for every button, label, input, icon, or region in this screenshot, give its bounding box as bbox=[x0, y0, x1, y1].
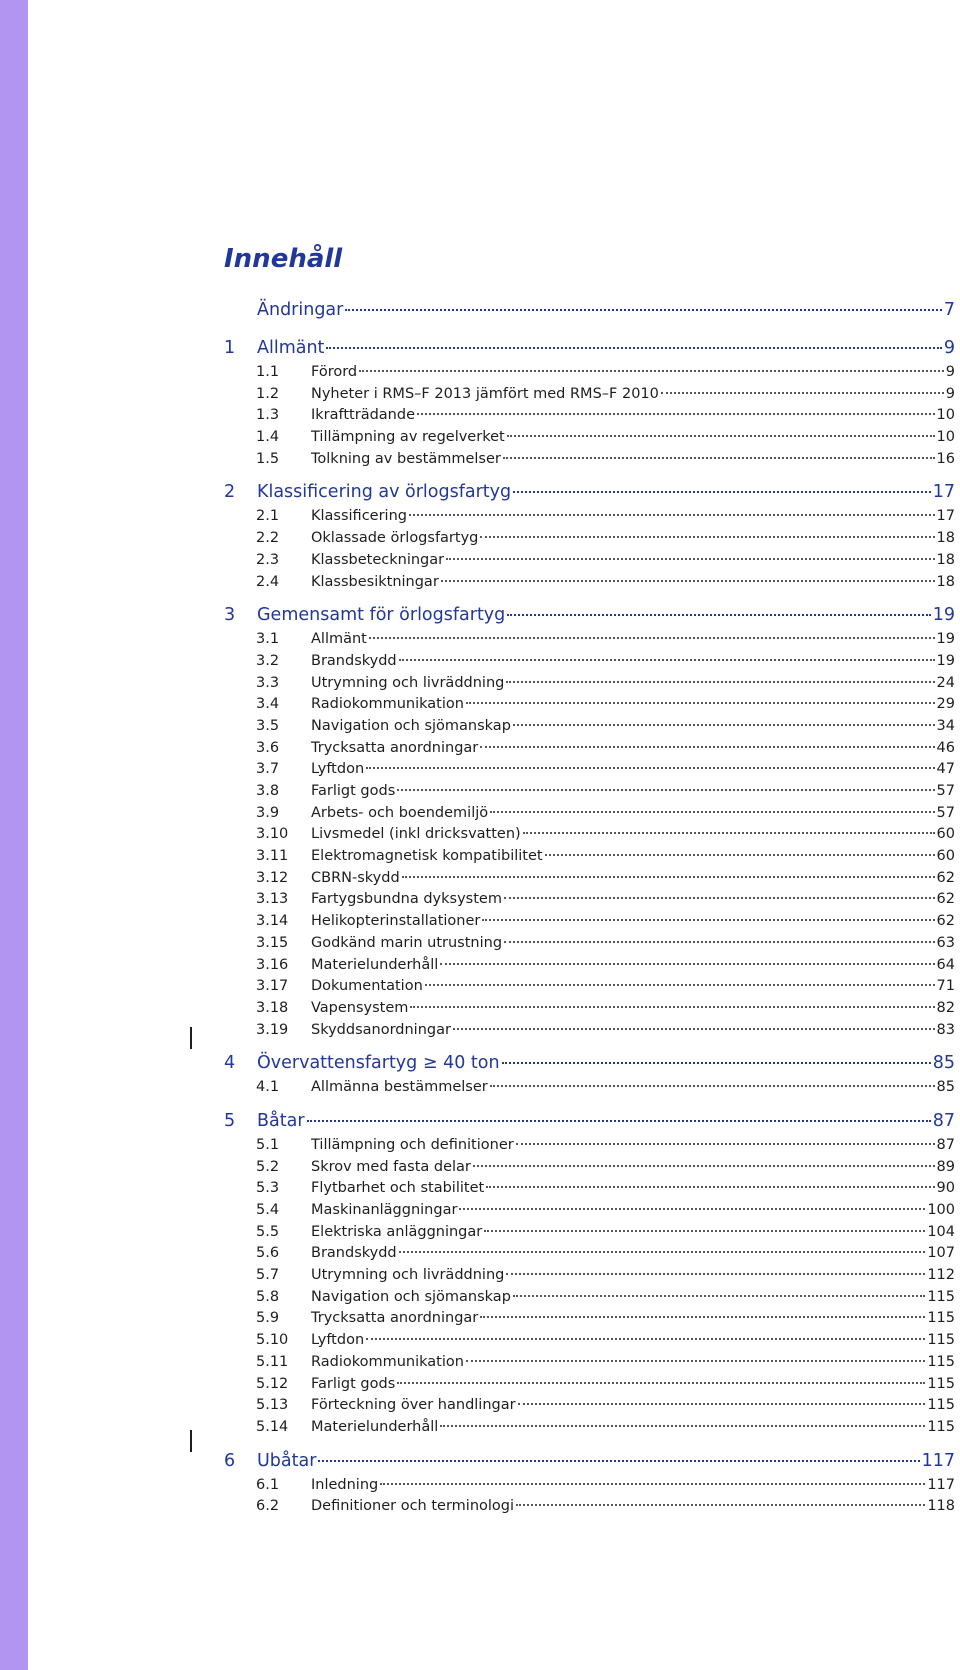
toc-section-3-12[interactable] bbox=[224, 870, 955, 892]
toc-entry-label: Klassificering av örlogsfartyg bbox=[257, 482, 512, 503]
toc-entry-label: Materielunderhåll bbox=[311, 956, 439, 973]
toc-section-5-2[interactable] bbox=[224, 1159, 955, 1181]
toc-entry-page: 115 bbox=[927, 1288, 955, 1305]
toc-section-3-7[interactable] bbox=[224, 761, 955, 783]
toc-entry-number: 5.2 bbox=[256, 1158, 280, 1175]
toc-section-3-3[interactable] bbox=[224, 675, 955, 697]
dot-leader bbox=[326, 347, 941, 349]
toc-entry-label: Allmänt bbox=[311, 631, 367, 648]
toc-entry-number: 3 bbox=[224, 605, 236, 626]
toc-entry-label: Ikraftträdande bbox=[311, 407, 415, 424]
toc-entry-label: Klassbeteckningar bbox=[311, 551, 445, 568]
toc-entry-number: 3.15 bbox=[256, 934, 289, 951]
toc-entry-number: 5.1 bbox=[256, 1136, 280, 1153]
toc-section-3-15[interactable] bbox=[224, 935, 955, 957]
toc-entry-number: 3.9 bbox=[256, 804, 280, 821]
dot-leader bbox=[473, 1165, 935, 1167]
dot-leader bbox=[397, 1382, 925, 1384]
toc-entry-page: 115 bbox=[927, 1375, 955, 1392]
toc-section-5-14[interactable] bbox=[224, 1419, 955, 1441]
dot-leader bbox=[506, 1273, 925, 1275]
toc-section-3-6[interactable] bbox=[224, 740, 955, 762]
dot-leader bbox=[516, 1143, 935, 1145]
toc-entry-label: Klassificering bbox=[311, 508, 407, 525]
dot-leader bbox=[402, 876, 935, 878]
toc-section-5-3[interactable] bbox=[224, 1180, 955, 1202]
toc-entry-label: Materielunderhåll bbox=[311, 1418, 439, 1435]
toc-entry-number: 4.1 bbox=[256, 1079, 280, 1096]
toc-entry-number: 5.6 bbox=[256, 1245, 280, 1262]
toc-section-3-18[interactable] bbox=[224, 1000, 955, 1022]
toc-entry-number: 3.12 bbox=[256, 869, 289, 886]
toc-section-2-2[interactable] bbox=[224, 530, 955, 552]
toc-section-5-13[interactable] bbox=[224, 1397, 955, 1419]
toc-section-5-6[interactable] bbox=[224, 1245, 955, 1267]
table-of-contents bbox=[224, 300, 955, 1520]
toc-section-5-11[interactable] bbox=[224, 1354, 955, 1376]
toc-entry-page: 16 bbox=[936, 450, 955, 467]
toc-entry-number: 5.13 bbox=[256, 1397, 289, 1414]
toc-entry-label: Vapensystem bbox=[311, 999, 409, 1016]
toc-section-5-4[interactable] bbox=[224, 1202, 955, 1224]
toc-entry-number: 2 bbox=[224, 482, 236, 503]
toc-entry-label: Lyftdon bbox=[311, 1332, 365, 1349]
toc-entry-page: 71 bbox=[936, 978, 955, 995]
toc-entry-label: Fartygsbundna dyksystem bbox=[311, 891, 502, 908]
toc-section-3-9[interactable] bbox=[224, 805, 955, 827]
dot-leader bbox=[466, 1360, 925, 1362]
toc-section-5-7[interactable] bbox=[224, 1267, 955, 1289]
toc-entry-page: 85 bbox=[932, 1053, 955, 1074]
toc-section-1-3[interactable] bbox=[224, 407, 955, 429]
dot-leader bbox=[545, 854, 935, 856]
toc-entry-number: 3.13 bbox=[256, 891, 289, 908]
toc-section-3-14[interactable] bbox=[224, 913, 955, 935]
dot-leader bbox=[507, 614, 930, 616]
toc-entry-number: 2.2 bbox=[256, 530, 280, 547]
dot-leader bbox=[366, 767, 934, 769]
dot-leader bbox=[507, 435, 935, 437]
dot-leader bbox=[440, 1425, 925, 1427]
toc-entry-page: 62 bbox=[936, 869, 955, 886]
dot-leader bbox=[399, 659, 935, 661]
toc-entry-label: Nyheter i RMS–F 2013 jämfört med RMS–F 2010 bbox=[311, 385, 659, 402]
toc-entry-page: 60 bbox=[936, 848, 955, 865]
toc-entry-page: 19 bbox=[936, 652, 955, 669]
toc-entry-andringar[interactable] bbox=[224, 300, 955, 326]
toc-entry-label: Tillämpning av regelverket bbox=[311, 429, 505, 446]
toc-entry-number: 2.1 bbox=[256, 508, 280, 525]
toc-entry-label: Helikopterinstallationer bbox=[311, 913, 481, 930]
toc-entry-number: 5.9 bbox=[256, 1310, 280, 1327]
toc-entry-label: Radiokommunikation bbox=[311, 696, 464, 713]
dot-leader bbox=[466, 702, 935, 704]
toc-section-2-1[interactable] bbox=[224, 508, 955, 530]
dot-leader bbox=[417, 413, 935, 415]
toc-entry-page: 57 bbox=[936, 804, 955, 821]
toc-entry-label: Trycksatta anordningar bbox=[311, 1310, 479, 1327]
toc-entry-label: Dokumentation bbox=[311, 978, 423, 995]
toc-entry-label: Tolkning av bestämmelser bbox=[311, 450, 501, 467]
toc-entry-number: 1.2 bbox=[256, 385, 280, 402]
toc-entry-label: Definitioner och terminologi bbox=[311, 1498, 515, 1515]
toc-section-6-2[interactable] bbox=[224, 1498, 955, 1520]
dot-leader bbox=[486, 1186, 934, 1188]
toc-section-2-4[interactable] bbox=[224, 574, 955, 596]
toc-entry-page: 17 bbox=[936, 508, 955, 525]
toc-entry-label: Navigation och sjömanskap bbox=[311, 1288, 511, 1305]
toc-entry-label: Skrov med fasta delar bbox=[311, 1158, 471, 1175]
toc-entry-page: 17 bbox=[932, 482, 955, 503]
toc-entry-label: Allmänna bestämmelser bbox=[311, 1079, 488, 1096]
toc-entry-number: 1 bbox=[224, 338, 236, 358]
toc-entry-number: 5.7 bbox=[256, 1267, 280, 1284]
toc-entry-page: 63 bbox=[936, 934, 955, 951]
toc-entry-page: 60 bbox=[936, 826, 955, 843]
toc-entry-page: 24 bbox=[936, 674, 955, 691]
dot-leader bbox=[369, 637, 935, 639]
toc-entry-page: 82 bbox=[936, 999, 955, 1016]
toc-entry-number: 5.14 bbox=[256, 1418, 289, 1435]
toc-entry-number: 2.4 bbox=[256, 573, 280, 590]
toc-entry-label: Livsmedel (inkl dricksvatten) bbox=[311, 826, 521, 843]
toc-entry-label: Maskinanläggningar bbox=[311, 1202, 458, 1218]
toc-entry-number: 5.4 bbox=[256, 1202, 280, 1218]
toc-entry-number: 5 bbox=[224, 1110, 236, 1131]
toc-entry-number: 1.1 bbox=[256, 364, 280, 380]
dot-leader bbox=[661, 392, 944, 394]
toc-entry-page: 87 bbox=[936, 1136, 955, 1153]
toc-entry-number: 6.1 bbox=[256, 1476, 280, 1493]
toc-entry-page: 107 bbox=[927, 1245, 955, 1262]
toc-section-3-5[interactable] bbox=[224, 718, 955, 740]
toc-entry-label: CBRN-skydd bbox=[311, 869, 400, 886]
toc-chapter-4[interactable] bbox=[224, 1053, 955, 1079]
toc-entry-number: 4 bbox=[224, 1053, 236, 1074]
toc-entry-label: Godkänd marin utrustning bbox=[311, 934, 503, 951]
toc-section-1-4[interactable] bbox=[224, 429, 955, 451]
toc-entry-number: 1.5 bbox=[256, 450, 280, 467]
toc-chapter-2[interactable] bbox=[224, 482, 955, 508]
toc-entry-number: 6 bbox=[224, 1450, 236, 1471]
dot-leader bbox=[380, 1483, 925, 1485]
dot-leader bbox=[453, 1028, 935, 1030]
dot-leader bbox=[504, 941, 935, 943]
toc-entry-page: 7 bbox=[943, 300, 955, 320]
toc-section-3-16[interactable] bbox=[224, 957, 955, 979]
dot-leader bbox=[318, 1460, 919, 1462]
dot-leader bbox=[440, 963, 934, 965]
toc-entry-label: Navigation och sjömanskap bbox=[311, 717, 511, 734]
toc-entry-page: 117 bbox=[921, 1450, 955, 1471]
toc-entry-page: 104 bbox=[927, 1223, 955, 1240]
dot-leader bbox=[518, 1403, 926, 1405]
toc-section-4-1[interactable] bbox=[224, 1079, 955, 1101]
toc-section-3-13[interactable] bbox=[224, 891, 955, 913]
toc-entry-page: 9 bbox=[945, 385, 955, 402]
toc-entry-page: 19 bbox=[936, 631, 955, 648]
toc-section-3-4[interactable] bbox=[224, 696, 955, 718]
toc-chapter-1[interactable] bbox=[224, 338, 955, 364]
toc-section-5-8[interactable] bbox=[224, 1289, 955, 1311]
toc-entry-number: 2.3 bbox=[256, 551, 280, 568]
toc-chapter-5[interactable] bbox=[224, 1111, 955, 1137]
toc-entry-number: 3.10 bbox=[256, 826, 289, 843]
toc-entry-label: Gemensamt för örlogsfartyg bbox=[257, 605, 506, 626]
toc-entry-number: 3.11 bbox=[256, 848, 289, 865]
toc-entry-page: 18 bbox=[936, 573, 955, 590]
dot-leader bbox=[446, 558, 934, 560]
toc-entry-label: Elektromagnetisk kompatibilitet bbox=[311, 848, 543, 865]
dot-leader bbox=[516, 1504, 925, 1506]
revision-bar bbox=[190, 1430, 192, 1452]
toc-entry-page: 115 bbox=[927, 1353, 955, 1370]
toc-section-5-10[interactable] bbox=[224, 1332, 955, 1354]
toc-entry-label: Förord bbox=[311, 364, 358, 380]
toc-entry-page: 115 bbox=[927, 1418, 955, 1435]
toc-entry-page: 9 bbox=[943, 338, 955, 358]
dot-leader bbox=[513, 724, 935, 726]
toc-entry-page: 10 bbox=[936, 407, 955, 424]
toc-section-3-19[interactable] bbox=[224, 1022, 955, 1044]
toc-section-1-5[interactable] bbox=[224, 451, 955, 473]
toc-entry-page: 18 bbox=[936, 530, 955, 547]
toc-section-5-1[interactable] bbox=[224, 1137, 955, 1159]
toc-entry-label: Inledning bbox=[311, 1476, 379, 1493]
toc-entry-number: 1.4 bbox=[256, 429, 280, 446]
toc-entry-page: 89 bbox=[936, 1158, 955, 1175]
toc-entry-number: 3.6 bbox=[256, 739, 280, 756]
toc-entry-number: 5.5 bbox=[256, 1223, 280, 1240]
toc-entry-label: Förteckning över handlingar bbox=[311, 1397, 516, 1414]
toc-entry-page: 118 bbox=[927, 1498, 955, 1515]
toc-entry-label: Farligt gods bbox=[311, 1375, 396, 1392]
toc-section-3-2[interactable] bbox=[224, 653, 955, 675]
dot-leader bbox=[480, 536, 934, 538]
toc-section-5-12[interactable] bbox=[224, 1376, 955, 1398]
toc-entry-number: 3.14 bbox=[256, 913, 289, 930]
toc-entry-label: Trycksatta anordningar bbox=[311, 739, 479, 756]
dot-leader bbox=[359, 370, 944, 372]
toc-entry-label: Flytbarhet och stabilitet bbox=[311, 1180, 485, 1197]
toc-entry-label: Arbets- och boendemiljö bbox=[311, 804, 489, 821]
dot-leader bbox=[366, 1338, 925, 1340]
dot-leader bbox=[410, 1006, 934, 1008]
toc-entry-label: Elektriska anläggningar bbox=[311, 1223, 483, 1240]
toc-entry-label: Klassbesiktningar bbox=[311, 573, 439, 590]
toc-entry-page: 115 bbox=[927, 1397, 955, 1414]
dot-leader bbox=[484, 1230, 925, 1232]
toc-entry-number: 3.1 bbox=[256, 631, 280, 648]
toc-entry-number: 3.17 bbox=[256, 978, 289, 995]
toc-entry-label: Farligt gods bbox=[311, 783, 396, 799]
toc-entry-page: 18 bbox=[936, 551, 955, 568]
toc-section-1-1[interactable] bbox=[224, 364, 955, 386]
toc-entry-number: 5.3 bbox=[256, 1180, 280, 1197]
toc-entry-number: 3.2 bbox=[256, 652, 280, 669]
toc-entry-number: 3.7 bbox=[256, 761, 280, 778]
toc-section-3-1[interactable] bbox=[224, 631, 955, 653]
toc-section-1-2[interactable] bbox=[224, 386, 955, 408]
toc-entry-number: 1.3 bbox=[256, 407, 280, 424]
toc-chapter-3[interactable] bbox=[224, 605, 955, 631]
dot-leader bbox=[397, 789, 934, 791]
dot-leader bbox=[399, 1251, 926, 1253]
toc-entry-number: 5.12 bbox=[256, 1375, 289, 1392]
dot-leader bbox=[480, 1316, 925, 1318]
dot-leader bbox=[441, 580, 935, 582]
toc-entry-number: 3.8 bbox=[256, 783, 280, 799]
dot-leader bbox=[459, 1208, 925, 1210]
toc-entry-number: 6.2 bbox=[256, 1498, 280, 1515]
toc-entry-page: 62 bbox=[936, 913, 955, 930]
toc-entry-page: 90 bbox=[936, 1180, 955, 1197]
toc-section-2-3[interactable] bbox=[224, 552, 955, 574]
dot-leader bbox=[480, 746, 934, 748]
toc-section-3-11[interactable] bbox=[224, 848, 955, 870]
toc-entry-number: 5.8 bbox=[256, 1288, 280, 1305]
toc-entry-page: 115 bbox=[927, 1310, 955, 1327]
dot-leader bbox=[502, 1062, 931, 1064]
toc-entry-page: 19 bbox=[932, 605, 955, 626]
dot-leader bbox=[425, 984, 935, 986]
toc-entry-number: 5.11 bbox=[256, 1353, 289, 1370]
toc-entry-page: 29 bbox=[936, 696, 955, 713]
toc-section-5-9[interactable] bbox=[224, 1310, 955, 1332]
dot-leader bbox=[307, 1120, 931, 1122]
toc-entry-page: 34 bbox=[936, 717, 955, 734]
dot-leader bbox=[503, 457, 935, 459]
toc-entry-page: 62 bbox=[936, 891, 955, 908]
toc-entry-page: 100 bbox=[927, 1202, 955, 1218]
dot-leader bbox=[409, 514, 935, 516]
toc-entry-label: Båtar bbox=[257, 1110, 305, 1131]
toc-entry-page: 83 bbox=[936, 1021, 955, 1038]
toc-entry-label: Utrymning och livräddning bbox=[311, 674, 505, 691]
toc-entry-label: Utrymning och livräddning bbox=[311, 1267, 505, 1284]
toc-entry-number: 3.5 bbox=[256, 717, 280, 734]
toc-entry-label: Ändringar bbox=[257, 300, 344, 320]
revision-bar bbox=[190, 1027, 192, 1049]
toc-entry-number: 3.18 bbox=[256, 999, 289, 1016]
toc-entry-label: Övervattensfartyg ≥ 40 ton bbox=[257, 1053, 500, 1074]
toc-section-6-1[interactable] bbox=[224, 1477, 955, 1499]
toc-entry-page: 87 bbox=[932, 1110, 955, 1131]
toc-entry-label: Allmänt bbox=[257, 338, 325, 358]
toc-entry-page: 85 bbox=[936, 1079, 955, 1096]
dot-leader bbox=[504, 897, 935, 899]
toc-entry-page: 64 bbox=[936, 956, 955, 973]
toc-entry-number: 3.16 bbox=[256, 956, 289, 973]
left-margin-stripe bbox=[0, 0, 28, 1670]
toc-entry-number: 3.19 bbox=[256, 1021, 289, 1038]
toc-entry-label: Oklassade örlogsfartyg bbox=[311, 530, 479, 547]
toc-entry-page: 10 bbox=[936, 429, 955, 446]
toc-section-3-10[interactable] bbox=[224, 826, 955, 848]
dot-leader bbox=[490, 1085, 935, 1087]
toc-entry-page: 57 bbox=[936, 783, 955, 799]
toc-entry-page: 117 bbox=[927, 1476, 955, 1493]
toc-entry-number: 3.4 bbox=[256, 696, 280, 713]
toc-entry-number: 3.3 bbox=[256, 674, 280, 691]
toc-chapter-6[interactable] bbox=[224, 1451, 955, 1477]
toc-section-3-17[interactable] bbox=[224, 978, 955, 1000]
dot-leader bbox=[345, 309, 942, 311]
dot-leader bbox=[490, 811, 934, 813]
dot-leader bbox=[513, 491, 931, 493]
toc-entry-page: 115 bbox=[927, 1332, 955, 1349]
toc-section-3-8[interactable] bbox=[224, 783, 955, 805]
dot-leader bbox=[523, 832, 935, 834]
dot-leader bbox=[513, 1295, 925, 1297]
toc-entry-label: Brandskydd bbox=[311, 1245, 397, 1262]
toc-entry-page: 47 bbox=[936, 761, 955, 778]
toc-entry-label: Skyddsanordningar bbox=[311, 1021, 451, 1038]
toc-entry-label: Brandskydd bbox=[311, 652, 397, 669]
toc-entry-page: 46 bbox=[936, 739, 955, 756]
dot-leader bbox=[506, 681, 934, 683]
page-title: Innehåll bbox=[224, 244, 343, 274]
toc-entry-label: Radiokommunikation bbox=[311, 1353, 464, 1370]
dot-leader bbox=[482, 919, 934, 921]
toc-entry-label: Tillämpning och definitioner bbox=[311, 1136, 514, 1153]
toc-entry-page: 9 bbox=[945, 364, 955, 380]
toc-section-5-5[interactable] bbox=[224, 1224, 955, 1246]
toc-entry-label: Ubåtar bbox=[257, 1450, 317, 1471]
toc-entry-page: 112 bbox=[927, 1267, 955, 1284]
toc-entry-label: Lyftdon bbox=[311, 761, 365, 778]
toc-entry-number: 5.10 bbox=[256, 1332, 289, 1349]
